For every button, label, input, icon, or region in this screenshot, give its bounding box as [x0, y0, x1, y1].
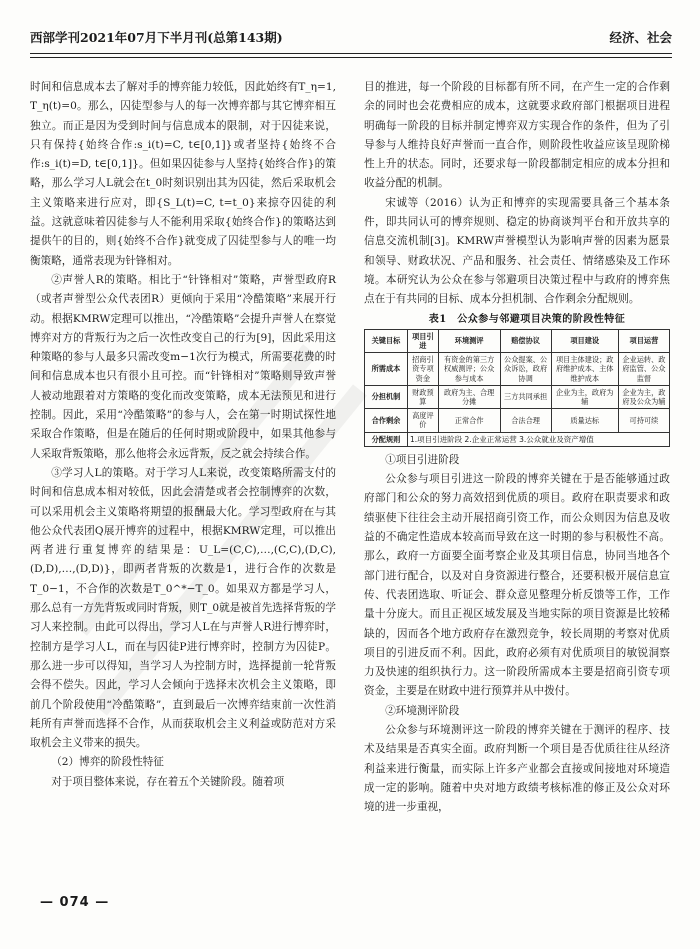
table-header: 赔偿协议: [500, 329, 551, 352]
paragraph: ③学习人L的策略。对于学习人L来说，改变策略所需支付的时间和信息成本相对较低，因此会清楚或者会控制博弈的次数，可以采用机会主义策略将期望的报酬最大化。学习型政府在与其他公众代表团Q展开博弈的过程中，根据KMRW定理，可以推出两者进行重复博弈的结果是：U_L=(C,C),…,(C,C),(D,C),(D,D),…,(D,D)}，即两者背叛的次数是1，进行合作的次数是T_0−1，不合作的次数是T_0^*−T_0。如果双方都是学习人，那么总有一方先背叛或同时背叛，则T_0就是被首先选择背叛的学习人来控制。由此可以得出，学习人L在与声誉人R进行博弈时，控制方是学习人L，而在与囚徒P进行博弈时，控制方为囚徒P。那么进一步可以得知，当学习人为控制方时，选择提前一轮背叛会得不偿失。因此，学习人会倾向于选择末次机会主义策略，即前几个阶段使用“冷酷策略”，直到最后一次博弈结束前一次性消耗所有声誉而选择不合作，从而获取机会主义利益或防范对方采取机会主义带来的损失。: [30, 466, 336, 750]
table-cell: 质量达标: [551, 409, 618, 432]
table-cell: 招商引资专项资金: [408, 353, 439, 386]
header-rule-thin: [30, 57, 672, 58]
table-row: [365, 409, 670, 432]
table-header: 环境测评: [438, 329, 500, 352]
table-row: [365, 385, 670, 408]
table-cell: 高度评价: [408, 409, 439, 432]
row-label: 合作剩余: [365, 409, 408, 432]
table-cell: 三方共同承担: [500, 385, 551, 408]
stage-table: [364, 329, 670, 447]
section-name: 经济、社会: [609, 30, 672, 45]
table-note: 1.项目引进阶段 2.企业正常运营 3.公众就业及资产增值: [408, 432, 670, 446]
table-cell: 合法合理: [500, 409, 551, 432]
table-cell: 财政预算: [408, 385, 439, 408]
table-cell: 政府为主、合理分摊: [438, 385, 500, 408]
table-cell: 企业运转、政府监管、公众监督: [618, 353, 669, 386]
table-cell: 企业为主，政府为辅: [551, 385, 618, 408]
left-column: [30, 78, 336, 792]
row-label: 分配规则: [365, 432, 408, 446]
table-cell: 项目主体建设；政府维护成本、主体维护成本: [551, 353, 618, 386]
paragraph: 目的推进，每一个阶段的目标都有所不同，在产生一定的合作剩余的同时也会花费相应的成本，这就要求政府部门根据项目进程明确每一阶段的目标并制定博弈双方实现合作的条件，但为了引导参与人维持良好声誉而一直合作，则阶段性收益应该呈现阶梯性上升的状态。同时，还要求每一阶段都制定相应的成本分担和收益分配的机制。: [364, 81, 670, 190]
page-number: — 074 —: [40, 895, 110, 910]
row-label: 分担机制: [365, 385, 408, 408]
table-cell: 正常合作: [438, 409, 500, 432]
section-heading: ①项目引进阶段: [385, 453, 460, 466]
table-cell: 可持可续: [618, 409, 669, 432]
table-row: [365, 432, 670, 446]
table-row: [365, 353, 670, 386]
header-rule: [30, 53, 672, 54]
issue-info: 2021年07月下半月刊(总第143期): [80, 30, 283, 45]
table-cell: 公众提案、公众诉讼，政府协调: [500, 353, 551, 386]
paragraph: 时间和信息成本去了解对手的博弈能力较低，因此始终有T_η=1, T_η(t)=0。那么，囚徒型参与人的每一次博弈都与其它博弈相互独立。而正是因为受到时间与信息成本的限制，对于囚徒来说，只有保持{始终合作:s_i(t)=C, t∈[0,1]}或者坚持{始终不合作:s_i(t)=D, t∈[0,1]}。但如果囚徒参与人坚持{始终合作}的策略，那么学习人L就会在t_0时刻识别出其为囚徒，然后采取机会主义策略来进行应对，即{S_L(t)=C, t=t_0}来掠夺囚徒的利益。这就意味着囚徒参与人不能利用采取{始终合作}的策略达到提供午的目的，则{始终不合作}就变成了囚徒型参与人的唯一均衡策略，通常表现为针锋相对。: [30, 81, 337, 267]
table-header: 项目引进: [408, 329, 439, 352]
table-cell: 企业为主，政府及公众为辅: [618, 385, 669, 408]
right-column: [364, 78, 670, 818]
paragraph: 对于项目整体来说，存在着五个关键阶段。随着项: [51, 775, 285, 788]
table-header: 项目建设: [551, 329, 618, 352]
table-title: 表1 公众参与邻避项目决策的阶段性特征: [428, 313, 626, 325]
running-header: [30, 20, 672, 50]
paragraph: ②声誉人R的策略。相比于“针锋相对”策略，声誉型政府R（或者声誉型公众代表团R）更倾向于采用“冷酷策略”来展开行动。根据KMRW定理可以推出，“冷酷策略”会提升声誉人在察觉博弈对方的背叛行为之后一次性改变自己的行为[9]，因此采用这种策略的参与人最多只需改变m−1次行为模式，所需要花费的时间和信息成本也只有很小且可控。而“针锋相对”策略则导致声誉人被动地跟着对方策略的变化而改变策略，成本无法预见和进行控制。因此，采用“冷酷策略”的参与人，会在第一时期试探性地采取合作策略，但是在随后的任何时期或阶段中，如果其他参与人采取背叛策略，那么他将会永远背叛，反之就会持续合作。: [30, 273, 336, 460]
row-label: 所需成本: [365, 353, 408, 386]
table-header: 项目运营: [618, 329, 669, 352]
table-header: 关键目标: [365, 329, 408, 352]
table-header-row: [365, 329, 670, 352]
paragraph: 宋诚等（2016）认为正和博弈的实现需要具备三个基本条件，即共同认可的博弈规则、稳定的协商谈判平台和开放共享的信息交流机制[3]。KMRW声誉模型认为影响声誉的因素为愿景和领导、财政状况、产品和服务、社会责任、情绪感染及工作环境。本研究认为公众在参与邻避项目决策过程中与政府的博弈焦点在于有共同的目标、成本分担机制、合作剩余分配规则。: [364, 196, 670, 306]
section-heading: （2）博弈的阶段性特征: [51, 756, 164, 769]
journal-header: [30, 28, 283, 46]
paragraph: 公众参与项目引进这一阶段的博弈关键在于是否能够通过政府部门和公众的努力高效招到优质的项目。政府在职责要求和政绩驱使下往往会主动开展招商引资工作，而公众则因为信息及收益的不确定性造成本较高而导致在这一时期的参与积极性不高。那么，政府一方面要全面考察企业及其项目信息，协同当地各个部门进行配合，以及对自身资源进行整合，还要积极开展信息宣传、代表团选取、听证会、群众意见整理分析反馈等工作，工作量十分庞大。而且正视区域发展及当地实际的项目资源是比较稀缺的，因而各个地方政府存在激烈竞争，较长周期的考察对优质项目的引进反而不利。因此，政府必须有对优质项目的敏锐洞察力及快速的组织执行力。这一阶段所需成本主要是招商引资专项资金，主要是在财政中进行预算并从中拨付。: [364, 473, 670, 698]
journal-name: 西部学刊: [30, 30, 81, 45]
table-cell: 有资金的第三方权威测评；公众参与成本: [438, 353, 500, 386]
section-heading: ②环境测评阶段: [385, 704, 460, 717]
paragraph: 公众参与环境测评这一阶段的博弈关键在于测评的程序、技术及结果是否真实全面。政府判断一个项目是否优质往往从经济利益来进行衡量，而实际上许多产业都会直接或间接地对环境造成一定的影响。随着中央对地方政绩考核标准的修正及公众对环境的进一步重视，: [364, 724, 670, 814]
